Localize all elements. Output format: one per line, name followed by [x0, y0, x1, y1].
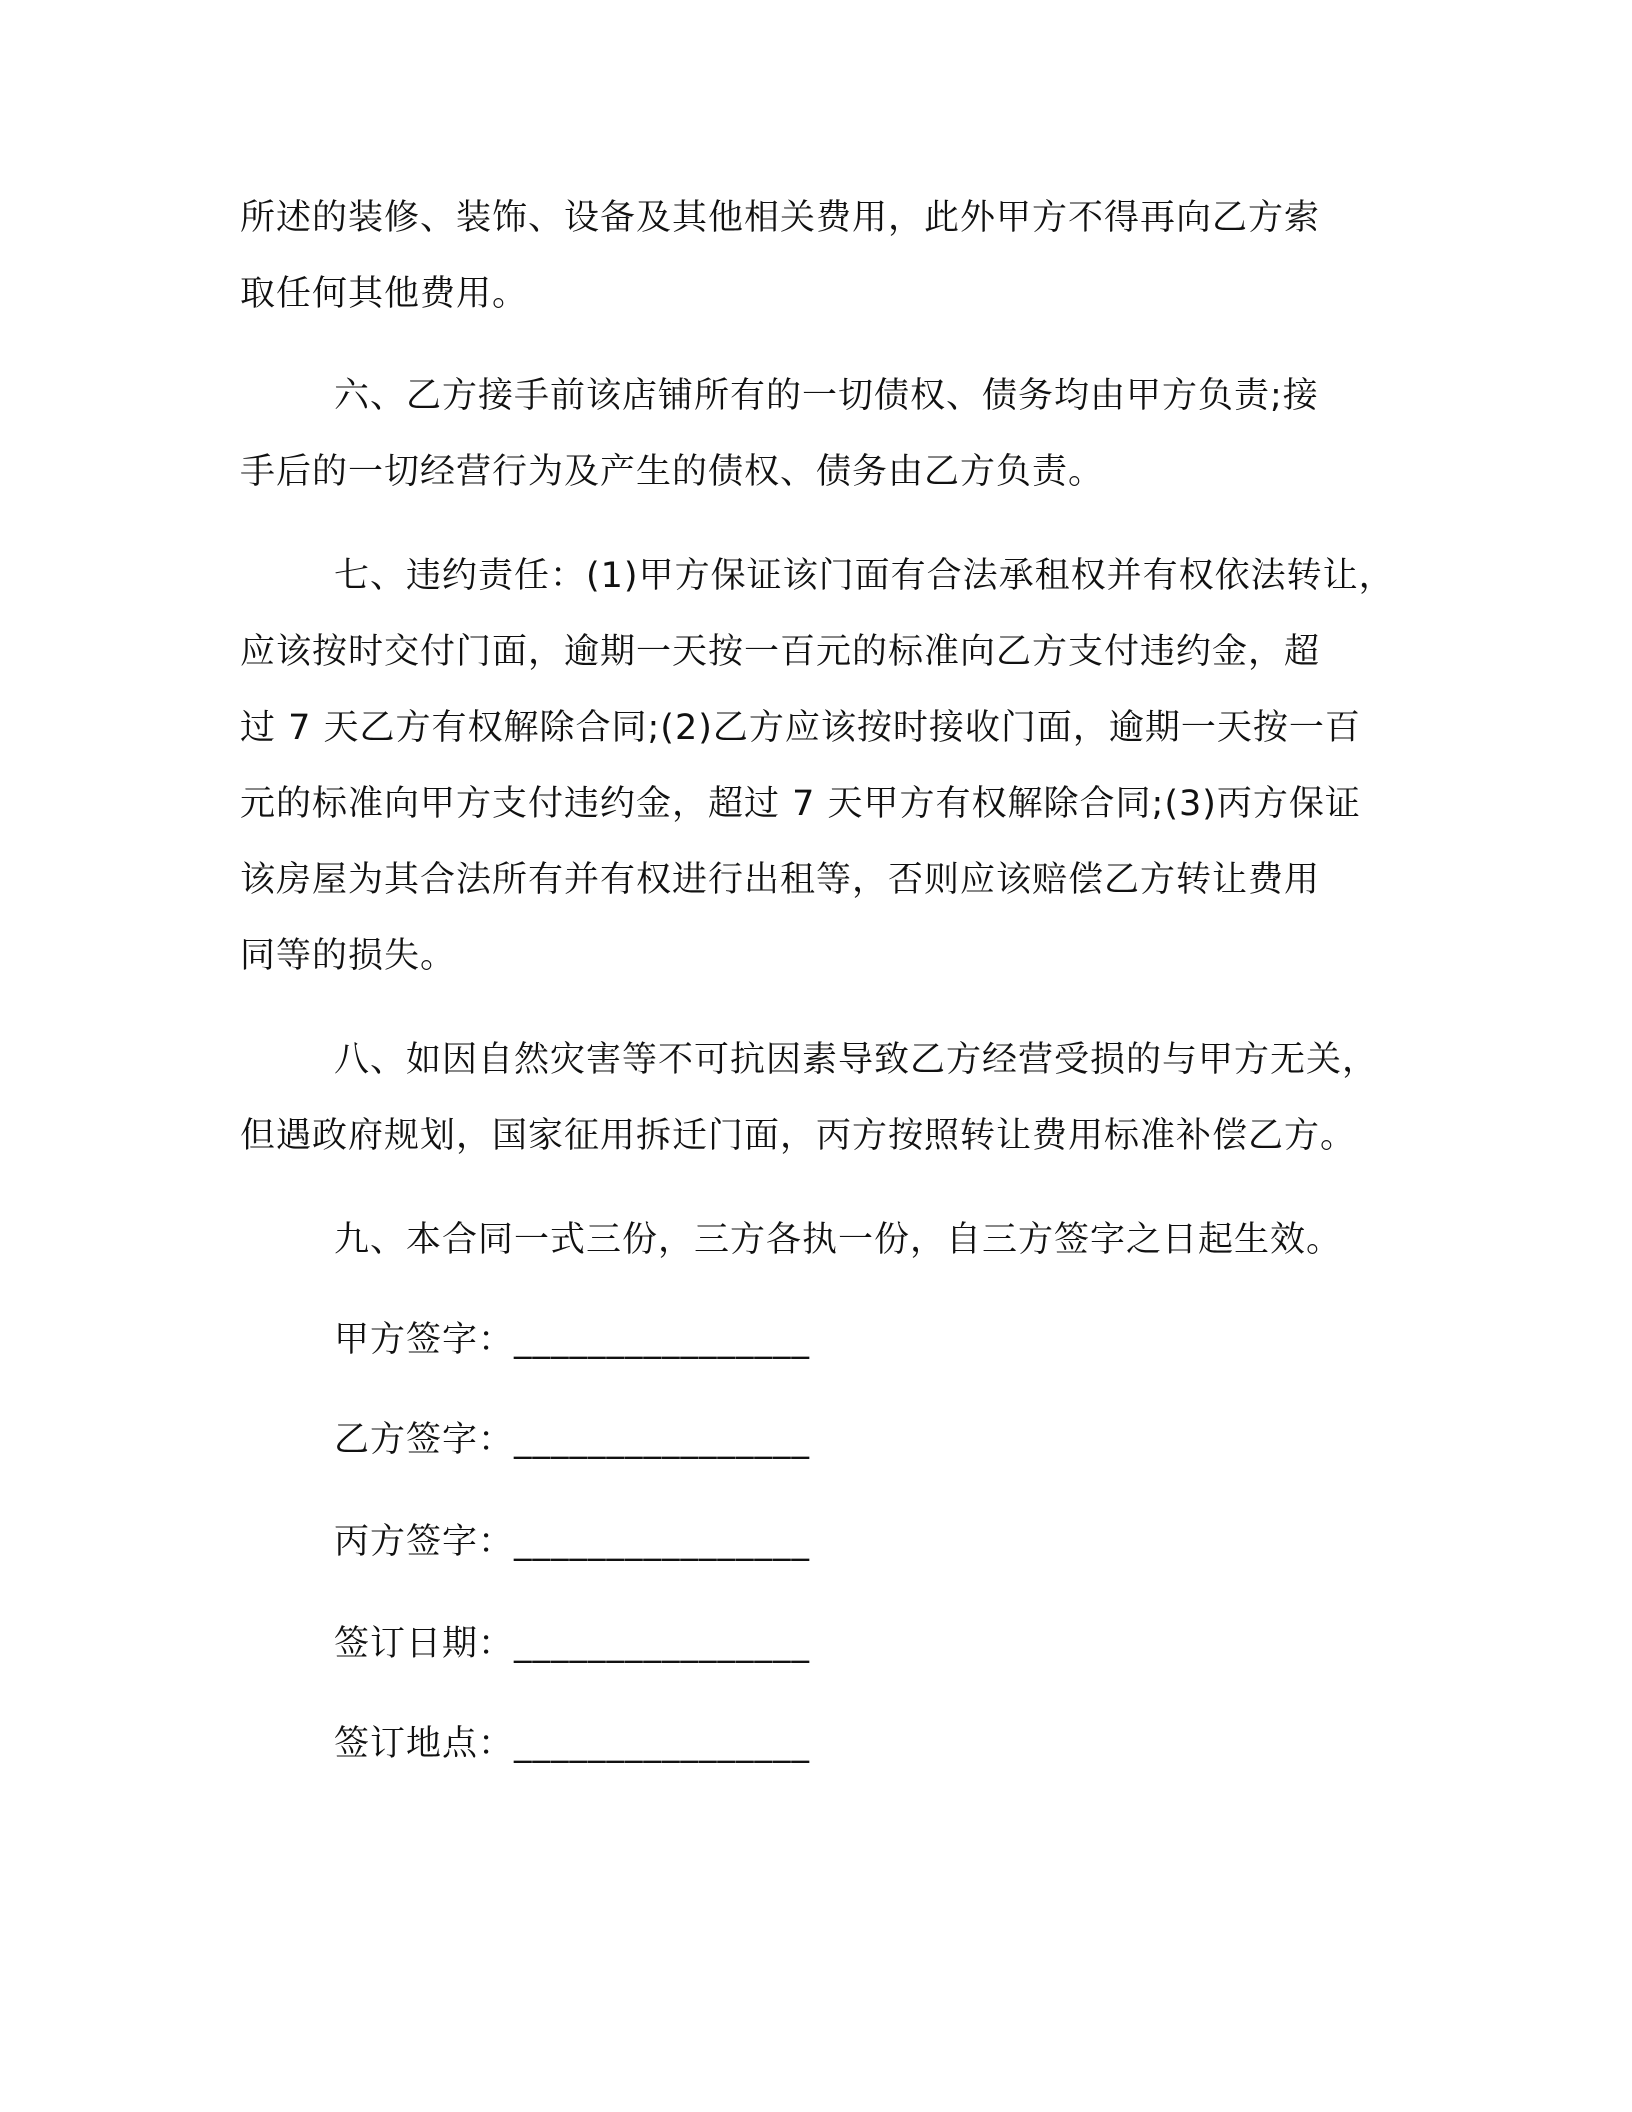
signature-row-sign-date: [334, 1622, 810, 1666]
clause-eight-line: 但遇政府规划，国家征用拆迁门面，丙方按照转让费用标准补偿乙方。: [240, 1116, 1357, 1156]
clause-seven-line: 七、违约责任：(1)甲方保证该门面有合法承租权并有权依法转让，: [334, 556, 1395, 596]
signature-label: 乙方签字：: [334, 1420, 515, 1460]
signature-label: 签订日期：: [334, 1624, 515, 1664]
clause-nine-line: 九、本合同一式三份，三方各执一份，自三方签字之日起生效。: [334, 1220, 1343, 1260]
clause-eight-line: 八、如因自然灾害等不可抗因素导致乙方经营受损的与甲方无关，: [334, 1040, 1379, 1080]
signature-row-party-c: [334, 1520, 810, 1564]
paragraph-line: 取任何其他费用。: [240, 274, 529, 314]
clause-seven-line: 该房屋为其合法所有并有权进行出租等，否则应该赔偿乙方转让费用: [240, 860, 1321, 900]
signature-row-sign-place: [334, 1722, 810, 1766]
signature-blank-line[interactable]: ________________: [514, 1624, 811, 1664]
signature-blank-line[interactable]: ________________: [514, 1724, 811, 1764]
clause-seven-line: 过 7 天乙方有权解除合同;(2)乙方应该按时接收门面，逾期一天按一百: [240, 708, 1361, 748]
signature-blank-line[interactable]: ________________: [514, 1320, 811, 1360]
clause-six-line: 六、乙方接手前该店铺所有的一切债权、债务均由甲方负责;接: [334, 376, 1319, 416]
clause-seven-line: 同等的损失。: [240, 936, 457, 976]
clause-six-line: 手后的一切经营行为及产生的债权、债务由乙方负责。: [240, 452, 1105, 492]
paragraph-line: 所述的装修、装饰、设备及其他相关费用，此外甲方不得再向乙方索: [240, 198, 1321, 238]
signature-blank-line[interactable]: ________________: [514, 1522, 811, 1562]
signature-label: 签订地点：: [334, 1724, 515, 1764]
clause-seven-line: 应该按时交付门面，逾期一天按一百元的标准向乙方支付违约金，超: [240, 632, 1321, 672]
signature-label: 甲方签字：: [334, 1320, 515, 1360]
clause-seven-line: 元的标准向甲方支付违约金，超过 7 天甲方有权解除合同;(3)丙方保证: [240, 784, 1361, 824]
signature-blank-line[interactable]: ________________: [514, 1420, 811, 1460]
signature-row-party-a: [334, 1318, 810, 1362]
signature-row-party-b: [334, 1418, 810, 1462]
signature-label: 丙方签字：: [334, 1522, 515, 1562]
